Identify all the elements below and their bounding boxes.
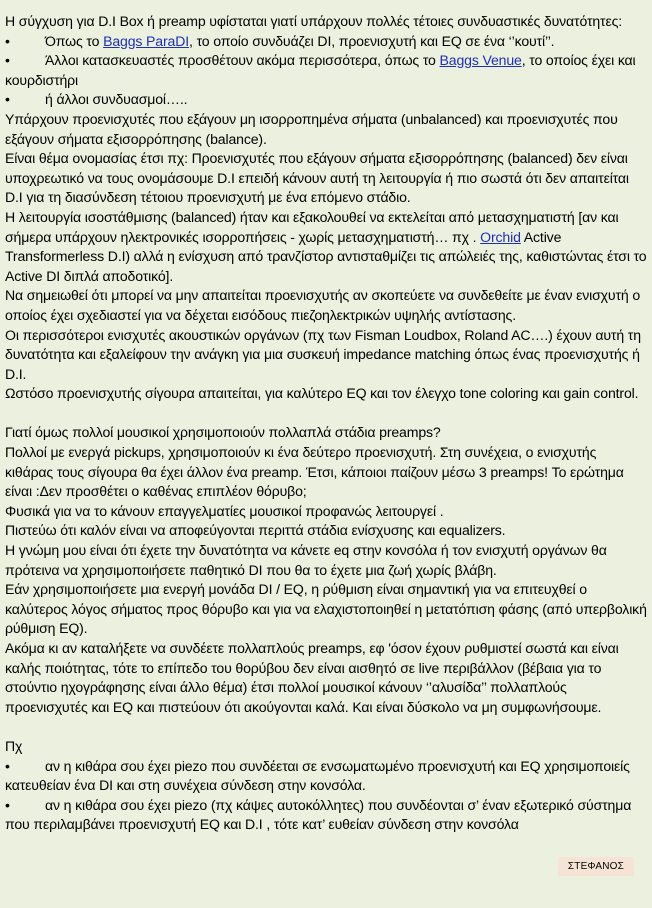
bullet-text: Άλλοι κατασκευαστές προσθέτουν ακόμα περισσότερα, όπως το <box>45 52 440 69</box>
paragraph-text: Active Transformerless D.I) αλλά η ενίσχυση από τρανζίστορ αντισταθμίζει τις απώλειές της, καθιστώντας έτσι το Active DI διπλά αποδοτικό]. <box>5 228 647 284</box>
link-baggs-paradi[interactable]: Baggs ParaDI <box>103 32 190 49</box>
bullet-text: ή άλλοι συνδυασμοί….. <box>45 91 188 108</box>
paragraph-text: Η λειτουργία ισοστάθμισης (balanced) ήταν και εξακολουθεί να εκτελείται από μετασχηματιστή [αν και σήμερα υπάρχουν ηλεκτρονικές ισορροπήσεις - χωρίς μετασχηματιστή… πχ . <box>5 208 619 245</box>
paragraph-intro: Η σύγχυση για D.I Box ή preamp υφίσταται γιατί υπάρχουν πολλές τέτοιες συνδυαστικές δυνατότητες: <box>5 13 623 29</box>
spacer <box>5 404 647 424</box>
paragraph-unbalanced: Υπάρχουν προενισχυτές που εξάγουν μη ισορροπημένα σήματα (unbalanced) και προενισχυτές που εξάγουν σήματα εξισορρόπησης (balance). <box>5 110 618 147</box>
paragraph-opinion-passive: Η γνώμη μου είναι ότι έχετε την δυνατότητα να κάνετε eq στην κονσόλα ή τον ενισχυτή οργάνων θα πρότεινα να χρησιμοποιήσετε παθητικό DI που θα το έχετε μια ζωή χωρίς βλάβη. <box>5 542 607 578</box>
paragraph-amplifiers: Οι περισσότεροι ενισχυτές ακουστικών οργάνων (πχ των Fisman Loudbox, Roland AC….) έχουν αυτή τη δυνατότητα και εξαλείφουν την ανάγκη για μια συσκευή impedance matching όπως ένας προενισχυτής ή D.I. <box>5 326 641 382</box>
bullet-icon: • <box>5 91 10 108</box>
bullet-item-venue <box>5 51 647 90</box>
bullet-icon: • <box>5 52 10 69</box>
bullet-item-other <box>5 90 647 110</box>
paragraph-question: Γιατί όμως πολλοί μουσικοί χρησιμοποιούν πολλαπλά στάδια preamps? <box>5 424 441 441</box>
document-body <box>5 12 647 835</box>
bullet-text: , το οποίος έχει και κουρδιστήρι <box>5 52 636 88</box>
bullet-item-builtin-preamp <box>5 757 647 796</box>
link-baggs-venue[interactable]: Baggs Venue <box>439 52 522 69</box>
paragraph-professionals: Φυσικά για να το κάνουν επαγγελματίες μουσικοί προφανώς λειτουργεί . <box>5 502 444 519</box>
bullet-text: Όπως το <box>45 32 104 49</box>
paragraph-multiple-preamps: Ακόμα κι αν καταλήξετε να συνδέετε πολλαπλούς preamps, εφ 'όσον έχουν ρυθμιστεί σωστά και είναι καλής ποιότητας, τότε το επίπεδο του θορύβου δεν είναι αισθητό σε live περιβάλλον (βέβαια για το στούντιο ηχογράφησης είναι άλλο θέμα) έτσι πολλοί μουσικοί κάνουν ‘’αλυσίδα’’ πολλαπλούς προενισχυτές και EQ και πιστεύουν ότι ακούγονται καλά. Και είναι δύσκολο να μη συμφωνήσουμε. <box>5 640 619 715</box>
paragraph-however: Ωστόσο προενισχυτής σίγουρα απαιτείται, για καλύτερο EQ και τον έλεγχο tone coloring και gain control. <box>5 385 639 402</box>
bullet-text: αν η κιθάρα σου έχει piezo που συνδέεται σε ενσωματωμένο προενισχυτή και EQ χρησιμοποιείς κατευθείαν ένα DI και στη συνέχεια σύνδεση στην κονσόλα. <box>5 757 630 794</box>
paragraph-active-unit: Εάν χρησιμοποιήσετε μια ενεργή μονάδα DI / EQ, η ρύθμιση είναι σημαντική για να επιτευχθεί ο καλύτερος λόγος σήματος προς θόρυβο και για να ελαχιστοποιηθεί η μετατόπιση φάσης (από υπερβολική ρύθμιση EQ). <box>5 581 647 637</box>
bullet-text: , το οποίο συνδυάζει DI, προενισχυτή και EQ σε ένα ‘’κουτί’’. <box>189 32 555 49</box>
bullet-item-external-system <box>5 796 647 835</box>
author-signature: ΣΤΕΦΑΝΟΣ <box>558 857 634 876</box>
bullet-icon: • <box>5 796 10 813</box>
link-orchid[interactable]: Orchid <box>480 228 521 245</box>
bullet-text: αν η κιθάρα σου έχει piezo (πχ κάψες αυτοκόλλητες) που συνδέονται σ’ έναν εξωτερικό σύστημα που περιλαμβάνει προενισχυτή EQ και D.I , τότε κατ’ ευθείαν σύνδεση στην κονσόλα <box>5 796 632 833</box>
bullet-icon: • <box>5 32 10 49</box>
bullet-icon: • <box>5 757 10 774</box>
paragraph-opinion-avoid: Πιστεύω ότι καλόν είναι να αποφεύγονται περιττά στάδια ενίσχυσης και equalizers. <box>5 522 506 539</box>
spacer <box>5 717 647 737</box>
paragraph-active-pickups: Πολλοί με ενεργά pickups, χρησιμοποιούν κι ένα δεύτερο προενισχυτή. Στη συνέχεια, ο ενισχυτής κιθάρας τους σίγουρα θα έχει άλλον ένα preamp. Έτσι, κάποιοι παίζουν μέσω 3 preamps! Το ερώτημα είναι :Δεν προσθέτει ο καθένας επιπλέον θόρυβο; <box>5 444 624 500</box>
paragraph-balanced-function <box>5 208 647 286</box>
paragraph-note: Να σημειωθεί ότι μπορεί να μην απαιτείται προενισχυτής αν σκοπεύετε να συνδεθείτε με έναν ενισχυτή ο οποίος έχει σχεδιαστεί για να δέχεται εισόδους πιεζοηλεκτρικών υψηλής αντίστασης. <box>5 287 641 323</box>
bullet-item-paradi <box>5 32 647 52</box>
paragraph-naming: Είναι θέμα ονομασίας έτσι πχ: Προενισχυτές που εξάγουν σήματα εξισορρόπησης (balanced) δεν είναι υποχρεωτικό να τους ονομάσουμε D.I επειδή κάνουν αυτή τη λειτουργία ή πιο σωστά ότι δεν απαιτείται D.I για τη διασύνδεση τέτοιου προενισχυτή με ένα επόμενο στάδιο. <box>5 150 629 206</box>
paragraph-example-label: Πχ <box>5 737 23 754</box>
